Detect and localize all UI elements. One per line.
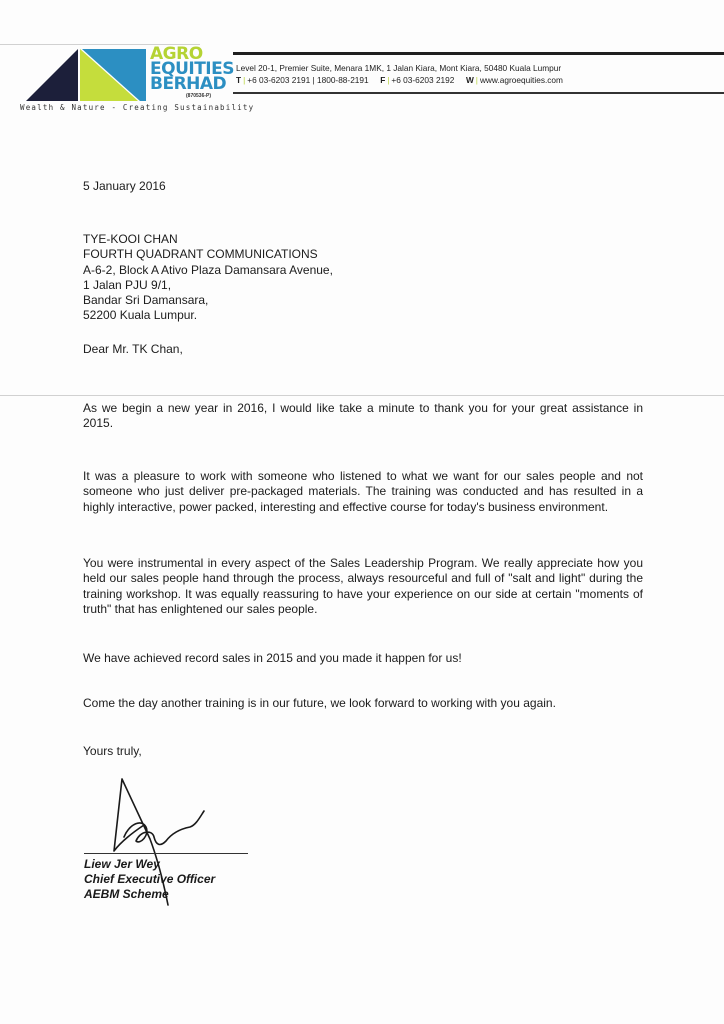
company-name [150, 44, 234, 94]
company-name-agro: AGRO [150, 44, 203, 64]
body-paragraph: As we begin a new year in 2016, I would like take a minute to thank you for your great assistance in 2015. [83, 401, 643, 431]
fold-line [0, 395, 724, 396]
body-paragraph: It was a pleasure to work with someone who listened to what we want for our sales people and not someone who just deliver pre-packaged materials. The training was conducted and has resulted in a highly interactive, power packed, interesting and effective course for today's business environment. [83, 469, 643, 514]
company-name-berhad: BERHAD [150, 74, 227, 94]
logo-triangles-icon [26, 45, 150, 101]
signatory-block [84, 857, 215, 902]
header-rule-bottom [233, 92, 724, 94]
contact-block [236, 62, 563, 86]
signatory-title: Chief Executive Officer [84, 872, 216, 886]
letter-date: 5 January 2016 [83, 179, 166, 193]
company-address: Level 20-1, Premier Suite, Menara 1MK, 1 Jalan Kiara, Mont Kiara, 50480 Kuala Lumpur [236, 63, 562, 73]
salutation: Dear Mr. TK Chan, [83, 342, 183, 356]
recipient-company: FOURTH QUADRANT COMMUNICATIONS [83, 247, 318, 262]
registration-number: (870536-P) [186, 93, 212, 99]
fax-number: +6 03-6203 2192 [391, 75, 455, 85]
web-label: W [465, 75, 474, 85]
recipient-address-line: 52200 Kuala Lumpur. [83, 308, 198, 323]
header-rule [233, 52, 724, 55]
recipient-address-line: 1 Jalan PJU 9/1, [83, 277, 172, 292]
recipient-address-line: Bandar Sri Damansara, [83, 293, 209, 308]
phone-label: T [236, 75, 242, 85]
phone-number: +6 03-6203 2191 | 1800-88-2191 [247, 75, 369, 85]
signatory-name: Liew Jer Wey [84, 857, 160, 871]
body-paragraph: We have achieved record sales in 2015 and you made it happen for us! [83, 651, 462, 665]
recipient-name: TYE-KOOI CHAN [83, 232, 178, 246]
contact-line: T | +6 03-6203 2191 | 1800-88-2191 F | +6 03-6203 2192 W | www.agroequities.com [236, 75, 563, 85]
website-link[interactable]: www.agroequities.com [479, 75, 563, 85]
closing: Yours truly, [83, 744, 142, 758]
signature-line [84, 853, 248, 854]
fax-label: F [380, 75, 386, 85]
recipient-address-line: A-6-2, Block A Ativo Plaza Damansara Avenue, [83, 262, 333, 277]
recipient-address [83, 232, 333, 324]
tagline: Wealth & Nature - Creating Sustainability [20, 103, 255, 112]
company-name-equities: EQUITIES [150, 59, 234, 79]
body-paragraph: Come the day another training is in our future, we look forward to working with you again. [83, 696, 556, 710]
signatory-scheme: AEBM Scheme [84, 887, 169, 901]
body-paragraph: You were instrumental in every aspect of the Sales Leadership Program. We really appreciate how you held our sales people hand through the process, always resourceful and full of "salt and light" during the training workshop. It was equally reassuring to have your experience on our side at certain "moments of truth" that has enlightened our sales people. [83, 556, 643, 616]
